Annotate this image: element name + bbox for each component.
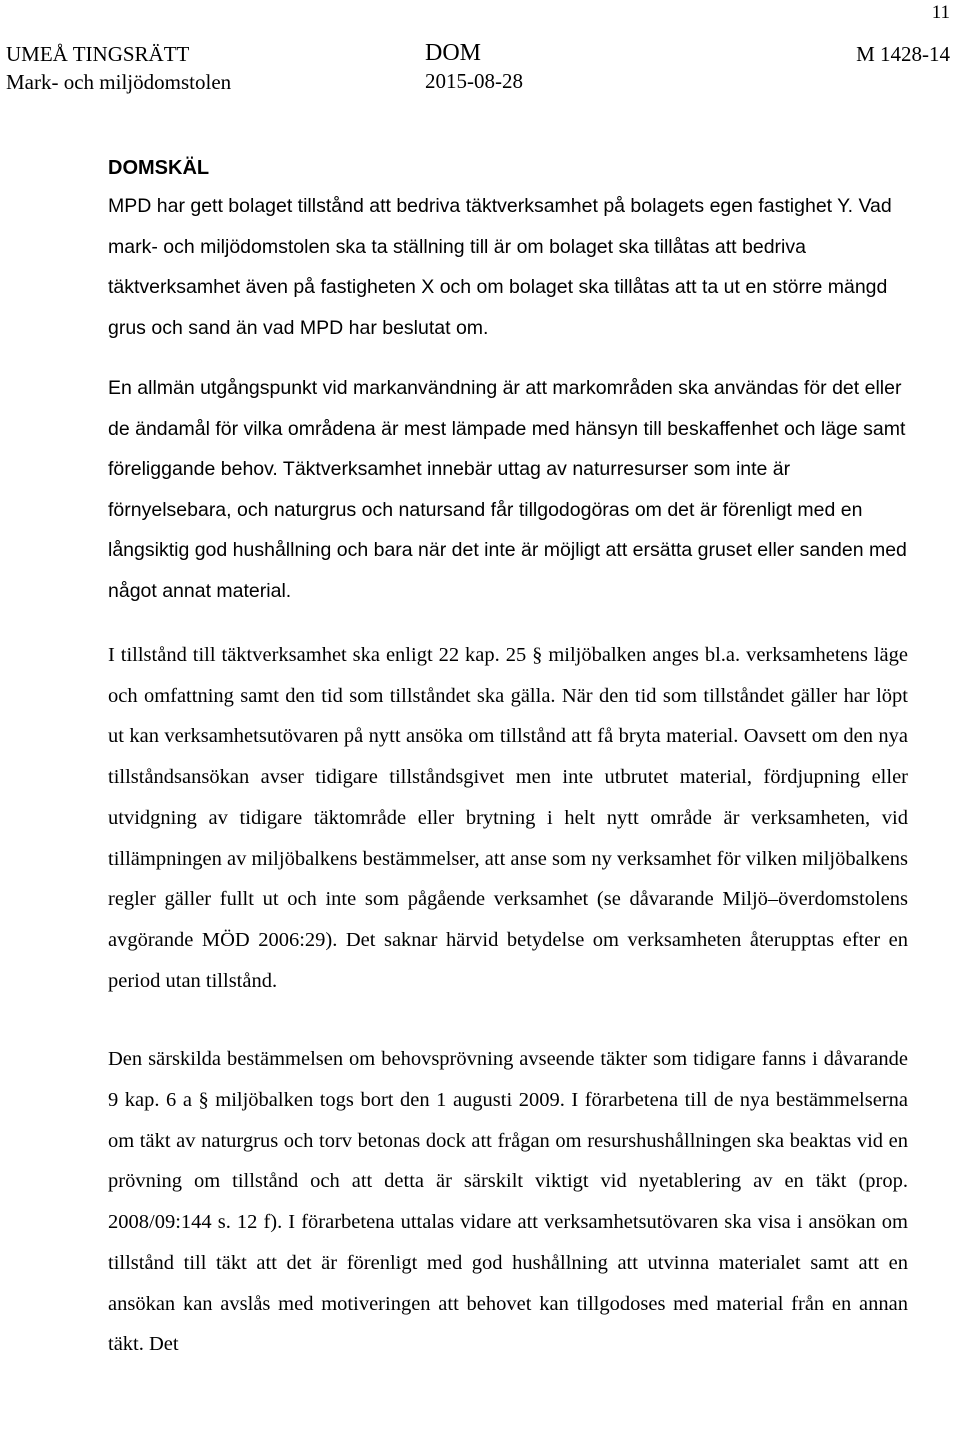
case-number: M 1428-14 bbox=[856, 42, 950, 66]
court-block bbox=[6, 40, 231, 96]
court-name: UMEÅ TINGSRÄTT bbox=[6, 42, 190, 66]
paragraph-3: I tillstånd till täktverksamhet ska enligt 22 kap. 25 § miljöbalken anges bl.a. verksamhetens läge och omfattning samt den tid som tillståndet ska gälla. När den tid som tillståndet gäller har löpt ut kan verksamhetsutövaren på nytt ansöka om tillstånd att få bryta material. Oavsett om den nya tillståndsansökan avser tidigare tillståndsgivet men inte utbrutet material, fördjupning eller utvidgning av tidigare täktområde eller brytning i helt nytt område är verksamheten, vid tillämpningen av miljöbalkens bestämmelser, att anse som ny verksamhet för vilken miljöbalkens regler gäller fullt ut och inte som pågående verksamhet (se dåvarande Miljö–överdomstolens avgörande MÖD 2006:29). Det saknar härvid betydelse om verksamheten återupptas efter en period utan tillstånd. bbox=[108, 644, 908, 992]
document-body bbox=[108, 150, 908, 1365]
paragraph-4: Den särskilda bestämmelsen om behovsprövning avseende täkter som tidigare fanns i dåvarande 9 kap. 6 a § miljöbalken togs bort den 1 augusti 2009. I förarbetena till de nya bestämmelserna om täkt av naturgrus och torv betonas dock att frågan om resurshushållningen ska beaktas vid en prövning om tillstånd och att detta är särskilt viktigt vid nyetablering av en täkt (prop. 2008/09:144 s. 12 f). I förarbetena uttalas vidare att verksamhetsutövaren ska visa i ansökan om tillstånd till täkt att det är förenligt med god hushållning att utvinna materialet samt att en ansökan kan avslås med motiveringen att behovet kan tillgodoses med material från en annan täkt. Det bbox=[108, 1048, 908, 1356]
paragraph-2: En allmän utgångspunkt vid markanvändning är att markområden ska användas för det eller de ändamål för vilka områdena är mest lämpade med hänsyn till beskaffenhet och läge samt föreliggande behov. Täktverksamhet innebär uttag av naturresurser som inte är förnyelsebara, och naturgrus och natursand får tillgodogöras om det är förenligt med en långsiktig god hushållning och bara när det inte är möjligt att ersätta gruset eller sanden med något annat material. bbox=[108, 377, 907, 602]
document-date: 2015-08-28 bbox=[425, 69, 523, 93]
court-division: Mark- och miljödomstolen bbox=[6, 70, 232, 94]
page-number: 11 bbox=[931, 2, 950, 23]
document-type: DOM bbox=[425, 40, 482, 66]
paragraph-1: MPD har gett bolaget tillstånd att bedriva täktverksamhet på bolagets egen fastighet Y. Vad mark- och miljödomstolen ska ta ställning till är om bolaget ska tillåtas att bedriva täktverksamhet även på fastigheten X och om bolaget ska tillåtas att ta ut en större mängd grus och sand än vad MPD har beslutat om. bbox=[108, 195, 892, 339]
document-header bbox=[0, 40, 960, 100]
section-heading: DOMSKÄL bbox=[108, 157, 210, 179]
document-type-block bbox=[425, 40, 523, 96]
